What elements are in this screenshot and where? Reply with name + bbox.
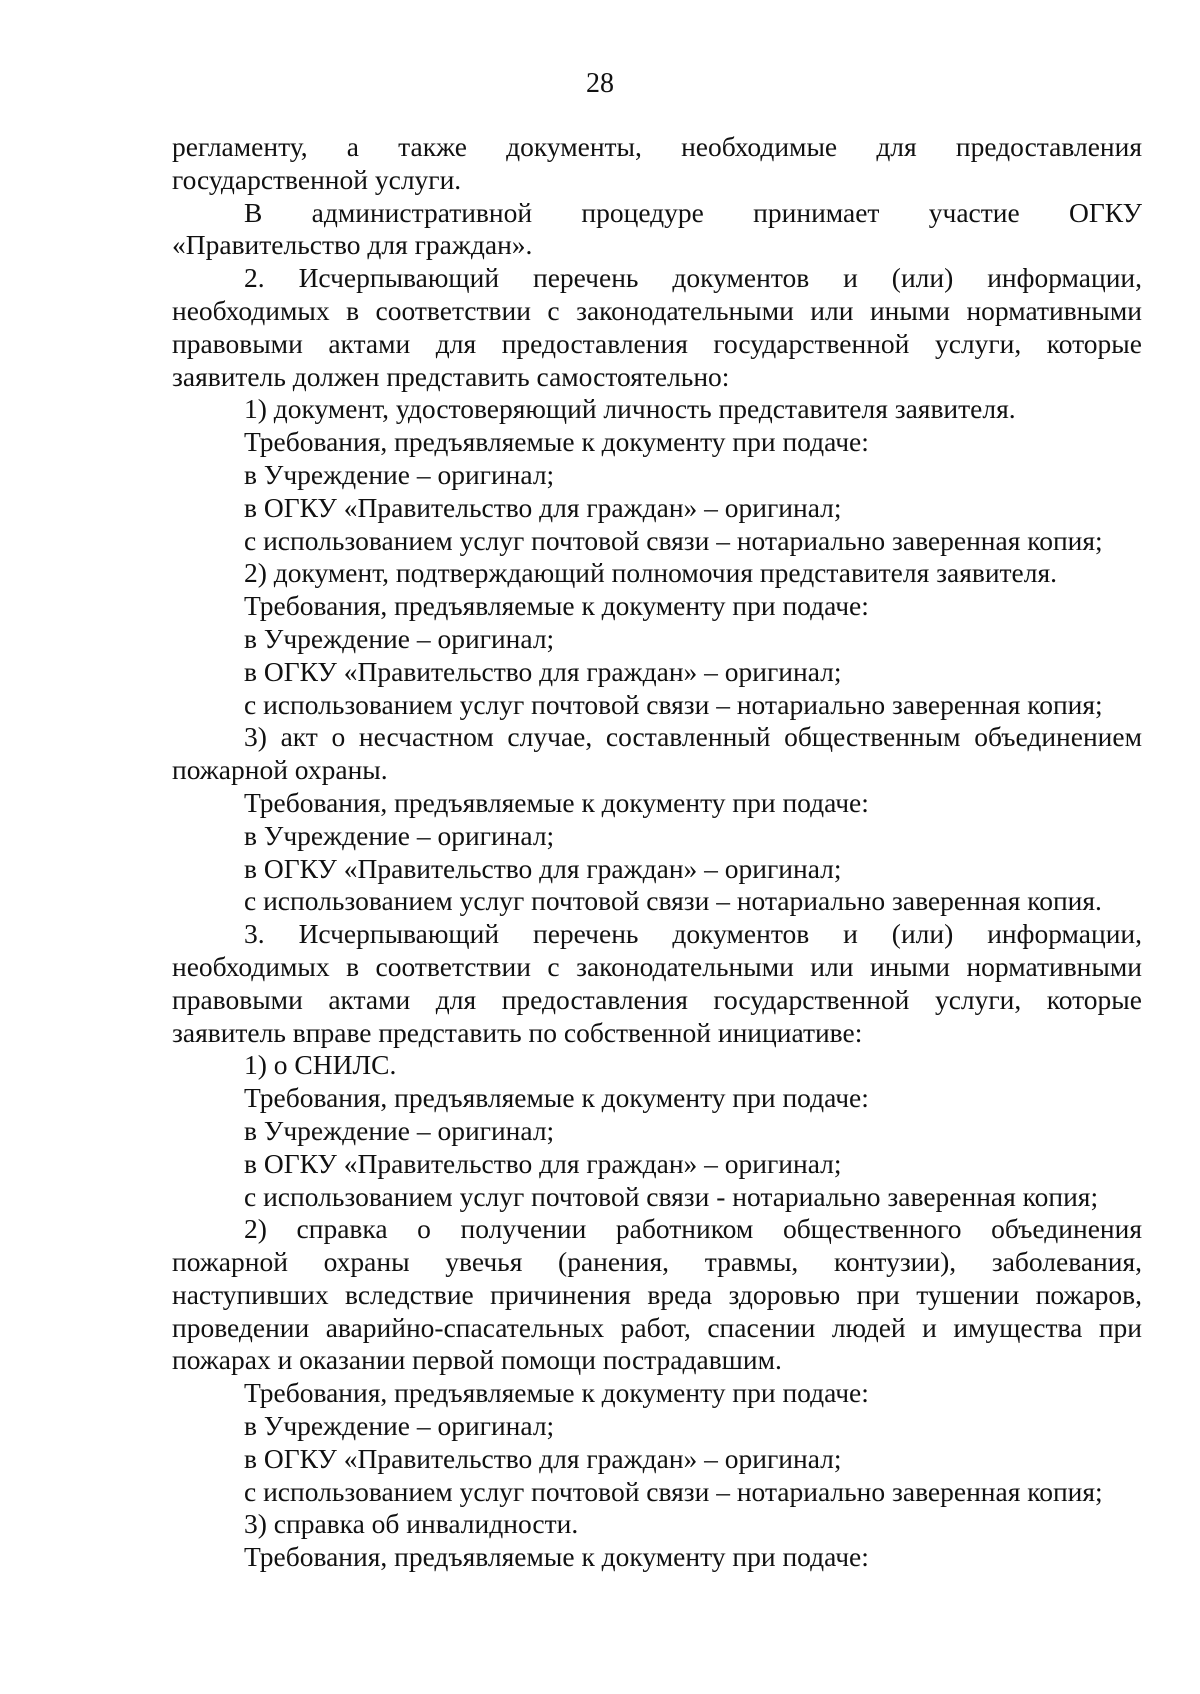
text-line: правовыми актами для предоставления государственной услуги, которые: [172, 327, 1142, 359]
text-line: в Учреждение – оригинал;: [244, 1114, 555, 1146]
text-line: 2) документ, подтверждающий полномочия представителя заявителя.: [244, 557, 1058, 589]
text-line: 3) справка об инвалидности.: [244, 1508, 579, 1540]
text-line: в Учреждение – оригинал;: [244, 1410, 555, 1442]
text-line: 3) акт о несчастном случае, составленный общественным объединением: [244, 721, 1142, 753]
text-line: с использованием услуг почтовой связи – нотариально заверенная копия.: [244, 885, 1102, 917]
text-line: 2. Исчерпывающий перечень документов и (или) информации,: [244, 262, 1142, 294]
text-line: 3. Исчерпывающий перечень документов и (или) информации,: [244, 918, 1142, 950]
text-line: с использованием услуг почтовой связи – нотариально заверенная копия;: [244, 1475, 1103, 1507]
text-line: пожарной охраны увечья (ранения, травмы, контузии), заболевания,: [172, 1246, 1142, 1278]
text-line: в ОГКУ «Правительство для граждан» – оригинал;: [244, 655, 842, 687]
text-line: наступивших вследствие причинения вреда здоровью при тушении пожаров,: [172, 1278, 1142, 1310]
text-line: В административной процедуре принимает участие ОГКУ: [244, 196, 1142, 228]
text-line: Требования, предъявляемые к документу при подаче:: [244, 590, 869, 622]
page-number: 28: [586, 68, 614, 99]
text-line: заявитель вправе представить по собственной инициативе:: [172, 1016, 863, 1048]
text-line: с использованием услуг почтовой связи – нотариально заверенная копия;: [244, 688, 1103, 720]
text-line: в Учреждение – оригинал;: [244, 458, 555, 490]
text-line: в ОГКУ «Правительство для граждан» – оригинал;: [244, 1147, 842, 1179]
text-line: «Правительство для граждан».: [172, 229, 533, 261]
text-line: Требования, предъявляемые к документу при подаче:: [244, 1082, 869, 1114]
text-line: Требования, предъявляемые к документу при подаче:: [244, 426, 869, 458]
text-line: с использованием услуг почтовой связи - нотариально заверенная копия;: [244, 1180, 1099, 1212]
text-line: Требования, предъявляемые к документу при подаче:: [244, 1377, 869, 1409]
document-body: [172, 131, 1142, 1574]
text-line: в ОГКУ «Правительство для граждан» – оригинал;: [244, 491, 842, 523]
text-line: пожарах и оказании первой помощи пострадавшим.: [172, 1344, 782, 1376]
text-line: Требования, предъявляемые к документу при подаче:: [244, 786, 869, 818]
text-line: необходимых в соответствии с законодательными или иными нормативными: [172, 294, 1142, 326]
text-line: пожарной охраны.: [172, 754, 388, 786]
text-line: в ОГКУ «Правительство для граждан» – оригинал;: [244, 1442, 842, 1474]
text-line: заявитель должен представить самостоятельно:: [172, 360, 730, 392]
text-line: правовыми актами для предоставления государственной услуги, которые: [172, 983, 1142, 1015]
text-line: в Учреждение – оригинал;: [244, 819, 555, 851]
text-line: необходимых в соответствии с законодательными или иными нормативными: [172, 950, 1142, 982]
text-line: регламенту, а также документы, необходимые для предоставления: [172, 131, 1142, 162]
text-line: государственной услуги.: [172, 163, 462, 195]
text-line: в ОГКУ «Правительство для граждан» – оригинал;: [244, 852, 842, 884]
text-line: 2) справка о получении работником общественного объединения: [244, 1213, 1142, 1245]
text-line: с использованием услуг почтовой связи – нотариально заверенная копия;: [244, 524, 1103, 556]
text-line: 1) о СНИЛС.: [244, 1049, 397, 1081]
text-line: Требования, предъявляемые к документу при подаче:: [244, 1541, 869, 1573]
text-line: проведении аварийно-спасательных работ, спасении людей и имущества при: [172, 1311, 1142, 1343]
text-line: 1) документ, удостоверяющий личность представителя заявителя.: [244, 393, 1016, 425]
text-line: в Учреждение – оригинал;: [244, 622, 555, 654]
